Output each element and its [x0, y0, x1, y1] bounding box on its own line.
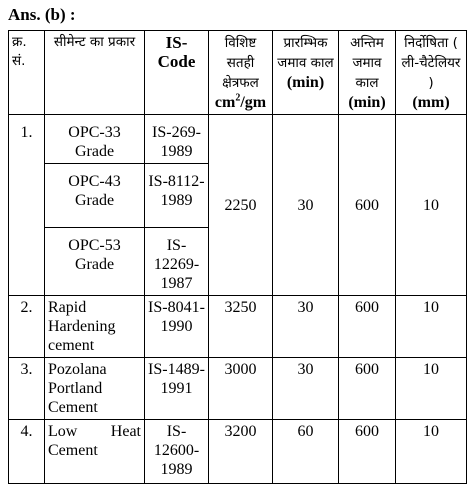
header-cement-type: सीमेन्ट का प्रकार — [45, 31, 145, 115]
soundness-cell: 10 — [396, 296, 467, 358]
sno-cell: 2. — [9, 296, 45, 358]
header-specific-area-label: विशिष्ट सतही क्षेत्रफल — [222, 35, 259, 91]
is-code-cell: IS-1489-1991 — [145, 358, 209, 420]
is-code-cell: IS-8041-1990 — [145, 296, 209, 358]
cement-type-cell: Rapid Hardening cement — [45, 296, 145, 358]
final-setting-cell: 600 — [339, 420, 396, 484]
header-initial-setting — [273, 31, 339, 115]
header-soundness-unit: (mm) — [412, 94, 450, 111]
final-setting-cell: 600 — [339, 296, 396, 358]
cement-type-cell: Low Heat Cement — [45, 420, 145, 484]
header-sno: क्र. सं. — [9, 31, 45, 115]
header-initial-setting-unit: (min) — [286, 74, 325, 91]
header-specific-area — [209, 31, 273, 115]
header-final-setting-label: अन्तिम जमाव काल — [350, 35, 384, 91]
specific-area-cell: 3000 — [209, 358, 273, 420]
is-code-cell: IS-12269-1987 — [145, 228, 209, 296]
initial-setting-cell: 60 — [273, 420, 339, 484]
sno-cell: 1. — [9, 115, 45, 296]
soundness-cell: 10 — [396, 358, 467, 420]
header-is-code: IS-Code — [145, 31, 209, 115]
table-row — [9, 420, 467, 484]
initial-setting-cell: 30 — [273, 358, 339, 420]
final-setting-cell: 600 — [339, 115, 396, 296]
table-row — [9, 296, 467, 358]
header-initial-setting-label: प्रारम्भिक जमाव काल — [277, 35, 334, 71]
cement-type-cell: OPC-53 Grade — [45, 228, 145, 296]
soundness-cell: 10 — [396, 420, 467, 484]
cement-properties-table — [8, 30, 467, 484]
cement-type-cell: Pozolana Portland Cement — [45, 358, 145, 420]
final-setting-cell: 600 — [339, 358, 396, 420]
header-soundness — [396, 31, 467, 115]
header-soundness-label: निर्दोषिता ( ली-चैटेलियर ) — [401, 35, 461, 91]
specific-area-cell: 3250 — [209, 296, 273, 358]
header-specific-area-unit: $cm^2/gm$ — [214, 92, 267, 111]
specific-area-cell: 2250 — [209, 115, 273, 296]
initial-setting-cell: 30 — [273, 115, 339, 296]
is-code-cell: IS-269-1989 — [145, 115, 209, 164]
header-final-setting — [339, 31, 396, 115]
answer-heading: Ans. (b) : — [8, 5, 76, 24]
header-row — [9, 31, 467, 115]
is-code-cell: IS-8112-1989 — [145, 164, 209, 228]
sno-cell: 3. — [9, 358, 45, 420]
table-row — [9, 115, 467, 164]
cement-type-cell: OPC-33 Grade — [45, 115, 145, 164]
sno-cell: 4. — [9, 420, 45, 484]
header-final-setting-unit: (min) — [348, 94, 386, 111]
is-code-cell: IS-12600-1989 — [145, 420, 209, 484]
table-row — [9, 358, 467, 420]
initial-setting-cell: 30 — [273, 296, 339, 358]
cement-type-cell: OPC-43 Grade — [45, 164, 145, 228]
soundness-cell: 10 — [396, 115, 467, 296]
specific-area-cell: 3200 — [209, 420, 273, 484]
